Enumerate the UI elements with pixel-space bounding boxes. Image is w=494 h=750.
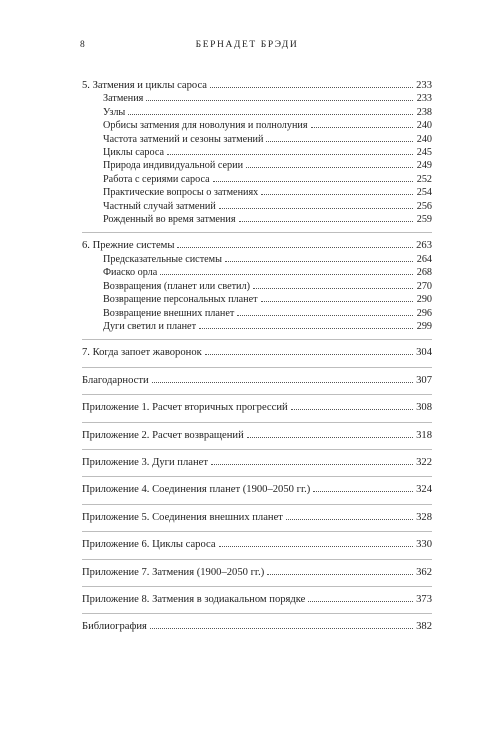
- toc-entry-title: Приложение 3. Дуги планет: [82, 456, 208, 468]
- toc-entry-appendix-3[interactable]: [82, 456, 432, 469]
- leader-dots: [210, 79, 413, 88]
- leader-dots: [199, 320, 413, 329]
- leader-dots: [267, 566, 413, 575]
- toc-subentry-title: Фиаско орла: [103, 267, 158, 279]
- toc-subentry-title: Работа с сериями сароса: [103, 173, 210, 185]
- leader-dots: [150, 620, 413, 629]
- leader-dots: [167, 146, 413, 155]
- toc-subentry-page: 240: [416, 120, 432, 132]
- toc-subentry-page: 296: [416, 307, 432, 319]
- leader-dots: [308, 593, 413, 602]
- toc-subentry-page: 254: [416, 187, 432, 199]
- section-divider: [82, 586, 432, 587]
- toc-entry-page: 263: [416, 240, 432, 252]
- leader-dots: [261, 186, 413, 195]
- leader-dots: [160, 266, 413, 275]
- section-divider: [82, 449, 432, 450]
- toc-entry-page: 308: [416, 402, 432, 414]
- leader-dots: [237, 307, 413, 316]
- toc-subentry[interactable]: [82, 159, 432, 172]
- toc-subentry-title: Узлы: [103, 106, 126, 118]
- toc-subentry-title: Практические вопросы о затмениях: [103, 187, 259, 199]
- leader-dots: [291, 401, 413, 410]
- toc-entry-chapter-7[interactable]: [82, 346, 432, 359]
- leader-dots: [219, 200, 413, 209]
- toc-entry-title: Благодарности: [82, 374, 149, 386]
- leader-dots: [247, 429, 413, 438]
- toc-subentry[interactable]: [82, 307, 432, 320]
- toc-entry-page: 307: [416, 374, 432, 386]
- leader-dots: [205, 346, 413, 355]
- toc-entry-title: Приложение 7. Затмения (1900–2050 гг.): [82, 566, 265, 578]
- toc-chapter-5: [82, 79, 432, 226]
- toc-entry-bibliography[interactable]: [82, 620, 432, 633]
- toc-entry-chapter-6[interactable]: [82, 239, 432, 252]
- toc-entry-appendix-7[interactable]: [82, 566, 432, 579]
- toc-entry-appendix-1[interactable]: [82, 401, 432, 414]
- section-divider: [82, 232, 432, 233]
- toc-subentry[interactable]: [82, 200, 432, 213]
- toc-subentry[interactable]: [82, 119, 432, 132]
- toc-subentry-title: Циклы сароса: [103, 147, 165, 159]
- leader-dots: [152, 374, 413, 383]
- toc-entry-page: 382: [416, 621, 432, 633]
- toc-entry-page: 330: [416, 539, 432, 551]
- toc-subentry[interactable]: [82, 253, 432, 266]
- leader-dots: [225, 253, 413, 262]
- toc-entry-title: Приложение 1. Расчет вторичных прогрессий: [82, 402, 288, 414]
- section-divider: [82, 531, 432, 532]
- toc-subentry-page: 264: [416, 253, 432, 265]
- toc-subentry-page: 252: [416, 173, 432, 185]
- toc-subentry[interactable]: [82, 293, 432, 306]
- toc-subentry[interactable]: [82, 133, 432, 146]
- toc-subentry-title: Частный случай затмений: [103, 200, 216, 212]
- leader-dots: [313, 483, 413, 492]
- toc-subentry-page: 256: [416, 200, 432, 212]
- toc-entry-title: Библиография: [82, 621, 147, 633]
- toc-entry-page: 324: [416, 484, 432, 496]
- toc-entry-acknowledgements[interactable]: [82, 374, 432, 387]
- toc-entry-page: 362: [416, 566, 432, 578]
- toc-entry-title: Приложение 4. Соединения планет (1900–2050 гг.): [82, 484, 311, 496]
- toc-subentry-title: Природа индивидуальной серии: [103, 160, 244, 172]
- toc-subentry-title: Предсказательные системы: [103, 253, 222, 265]
- section-divider: [82, 613, 432, 614]
- toc-entry-appendix-4[interactable]: [82, 483, 432, 496]
- toc-entry-appendix-2[interactable]: [82, 429, 432, 442]
- toc-subentry-page: 238: [416, 106, 432, 118]
- toc-subentry-title: Затмения: [103, 93, 144, 105]
- toc-entry-page: 304: [416, 347, 432, 359]
- toc-subentry[interactable]: [82, 266, 432, 279]
- leader-dots: [246, 159, 413, 168]
- toc-entry-title: 5. Затмения и циклы сароса: [82, 80, 208, 91]
- toc-subentry-page: 268: [416, 267, 432, 279]
- page-header: [80, 40, 414, 54]
- leader-dots: [177, 239, 413, 248]
- toc-subentry[interactable]: [82, 186, 432, 199]
- toc-entry-chapter-5[interactable]: [82, 79, 432, 92]
- toc-subentry-page: 233: [416, 93, 432, 105]
- toc-subentry-page: 270: [416, 280, 432, 292]
- toc-subentry[interactable]: [82, 280, 432, 293]
- toc-entry-title: 6. Прежние системы: [82, 240, 175, 252]
- leader-dots: [146, 92, 413, 101]
- toc-entry-page: 322: [416, 456, 432, 468]
- toc-subentry[interactable]: [82, 92, 432, 105]
- toc-subentry-title: Возвращение внешних планет: [103, 307, 235, 319]
- toc-subentry[interactable]: [82, 320, 432, 333]
- toc-entry-page: 328: [416, 511, 432, 523]
- toc-entry-title: Приложение 8. Затмения в зодиакальном порядке: [82, 593, 306, 605]
- leader-dots: [219, 538, 413, 547]
- section-divider: [82, 504, 432, 505]
- toc-subentry-title: Рожденный во время затмения: [103, 214, 236, 226]
- toc-subentry-page: 290: [416, 294, 432, 306]
- toc-subentry-title: Дуги светил и планет: [103, 320, 197, 332]
- toc-entry-appendix-8[interactable]: [82, 593, 432, 606]
- toc-subentry-page: 240: [416, 133, 432, 145]
- section-divider: [82, 367, 432, 368]
- toc-subentry[interactable]: [82, 173, 432, 186]
- toc-entry-title: Приложение 5. Соединения внешних планет: [82, 511, 283, 523]
- leader-dots: [311, 119, 413, 128]
- table-of-contents: [82, 79, 432, 641]
- toc-subentry-title: Возвращение персональных планет: [103, 294, 258, 306]
- toc-entry-appendix-5[interactable]: [82, 511, 432, 524]
- section-divider: [82, 559, 432, 560]
- section-divider: [82, 339, 432, 340]
- leader-dots: [266, 133, 413, 142]
- section-divider: [82, 394, 432, 395]
- toc-subentry-page: 249: [416, 160, 432, 172]
- toc-subentry-title: Частота затмений и сезоны затмений: [103, 133, 264, 145]
- toc-subentry-page: 299: [416, 320, 432, 332]
- section-divider: [82, 476, 432, 477]
- leader-dots: [128, 106, 413, 115]
- toc-chapter-6: [82, 239, 432, 333]
- toc-subentry-title: Возвращения (планет или светил): [103, 280, 250, 292]
- leader-dots: [213, 173, 413, 182]
- toc-subentry[interactable]: [82, 106, 432, 119]
- toc-subentry[interactable]: [82, 213, 432, 226]
- leader-dots: [253, 280, 413, 289]
- toc-entry-title: 7. Когда запоет жаворонок: [82, 347, 202, 359]
- toc-entry-title: Приложение 2. Расчет возвращений: [82, 429, 244, 441]
- toc-subentry-page: 259: [416, 214, 432, 226]
- toc-subentry-title: Орбисы затмения для новолуния и полнолуния: [103, 120, 308, 132]
- leader-dots: [211, 456, 413, 465]
- toc-entry-page: 318: [416, 429, 432, 441]
- toc-entry-page: 373: [416, 593, 432, 605]
- toc-entry-title: Приложение 6. Циклы сароса: [82, 539, 216, 551]
- leader-dots: [286, 511, 413, 520]
- leader-dots: [261, 293, 413, 302]
- toc-subentry[interactable]: [82, 146, 432, 159]
- toc-entry-page: 233: [416, 80, 432, 91]
- toc-subentry-page: 245: [416, 147, 432, 159]
- page-number: 8: [80, 40, 85, 50]
- leader-dots: [239, 213, 413, 222]
- running-title: БЕРНАДЕТ БРЭДИ: [195, 40, 299, 50]
- section-divider: [82, 422, 432, 423]
- toc-entry-appendix-6[interactable]: [82, 538, 432, 551]
